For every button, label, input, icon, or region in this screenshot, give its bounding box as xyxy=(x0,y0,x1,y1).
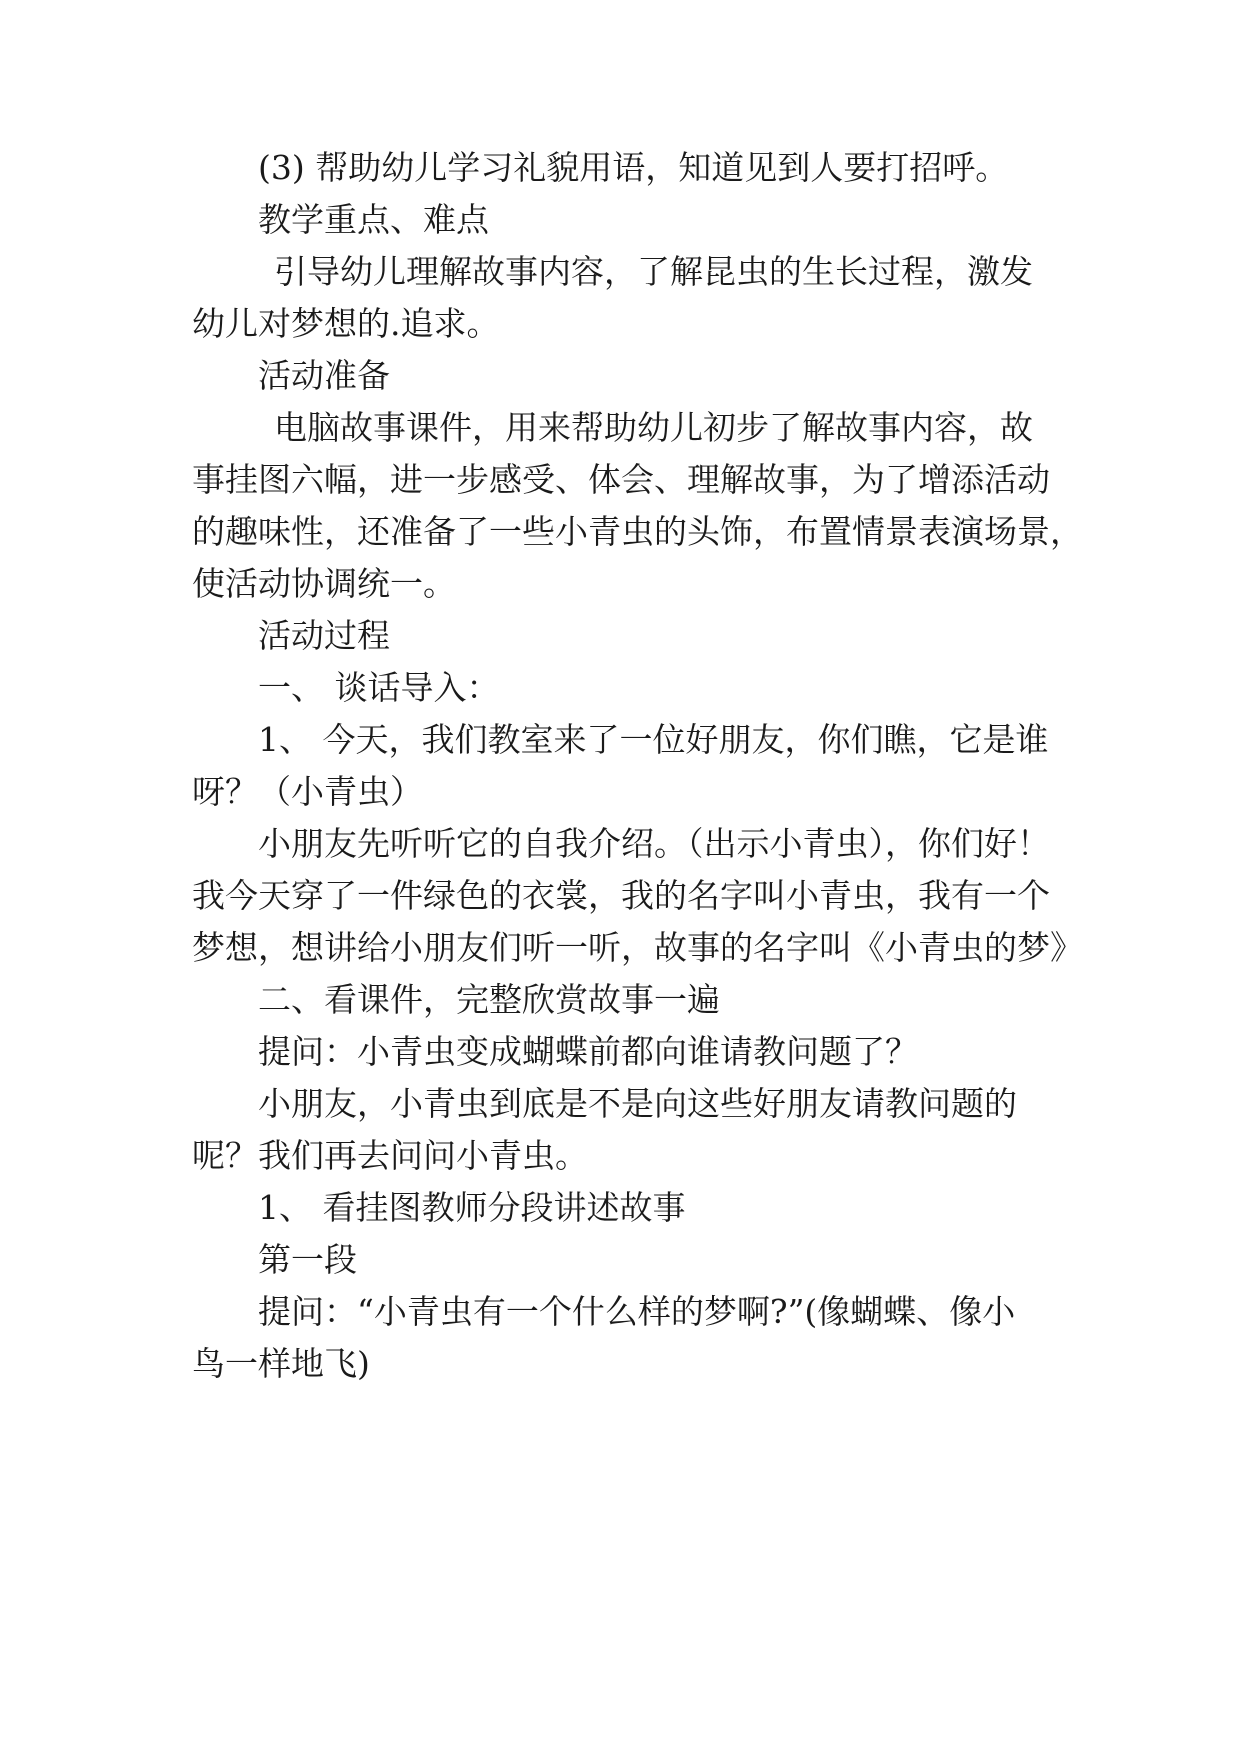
step-1-line-2: 呀？（小青虫） xyxy=(192,772,423,811)
step-1-line-1: 1、 今天，我们教室来了一位好朋友，你们瞧，它是谁 xyxy=(258,720,1049,759)
section-1-title: 一、 谈话导入： xyxy=(258,668,500,707)
heading-process: 活动过程 xyxy=(258,616,390,655)
intro-line-3: 梦想，想讲给小朋友们听一听，故事的名字叫《小青虫的梦》 xyxy=(192,928,1083,967)
heading-key-points: 教学重点、难点 xyxy=(258,200,489,239)
heading-preparation: 活动准备 xyxy=(258,356,390,395)
preparation-line-3: 的趣味性，还准备了一些小青虫的头饰，布置情景表演场景， xyxy=(192,512,1083,551)
intro-line-2: 我今天穿了一件绿色的衣裳，我的名字叫小青虫，我有一个 xyxy=(192,876,1050,915)
followup-line-2: 呢？我们再去问问小青虫。 xyxy=(192,1136,588,1175)
preparation-line-2: 事挂图六幅，进一步感受、体会、理解故事，为了增添活动 xyxy=(192,460,1050,499)
key-points-line-2: 幼儿对梦想的.追求。 xyxy=(192,304,500,343)
key-points-line-1: 引导幼儿理解故事内容，了解昆虫的生长过程，激发 xyxy=(274,252,1033,291)
step-pictures: 1、 看挂图教师分段讲述故事 xyxy=(258,1188,686,1227)
preparation-line-1: 电脑故事课件，用来帮助幼儿初步了解故事内容，故 xyxy=(274,408,1033,447)
question-1: 提问：小青虫变成蝴蝶前都向谁请教问题了？ xyxy=(258,1032,918,1071)
objective-3: (3) 帮助幼儿学习礼貌用语，知道见到人要打招呼。 xyxy=(258,148,1009,187)
segment-1-title: 第一段 xyxy=(258,1240,357,1279)
intro-line-1: 小朋友先听听它的自我介绍。（出示小青虫），你们好！ xyxy=(258,824,1050,863)
question-2-line-2: 鸟一样地飞) xyxy=(192,1344,370,1383)
question-2-line-1: 提问：“小青虫有一个什么样的梦啊?”(像蝴蝶、像小 xyxy=(258,1292,1016,1331)
section-2-title: 二、看课件，完整欣赏故事一遍 xyxy=(258,980,720,1019)
preparation-line-4: 使活动协调统一。 xyxy=(192,564,456,603)
followup-line-1: 小朋友，小青虫到底是不是向这些好朋友请教问题的 xyxy=(258,1084,1017,1123)
